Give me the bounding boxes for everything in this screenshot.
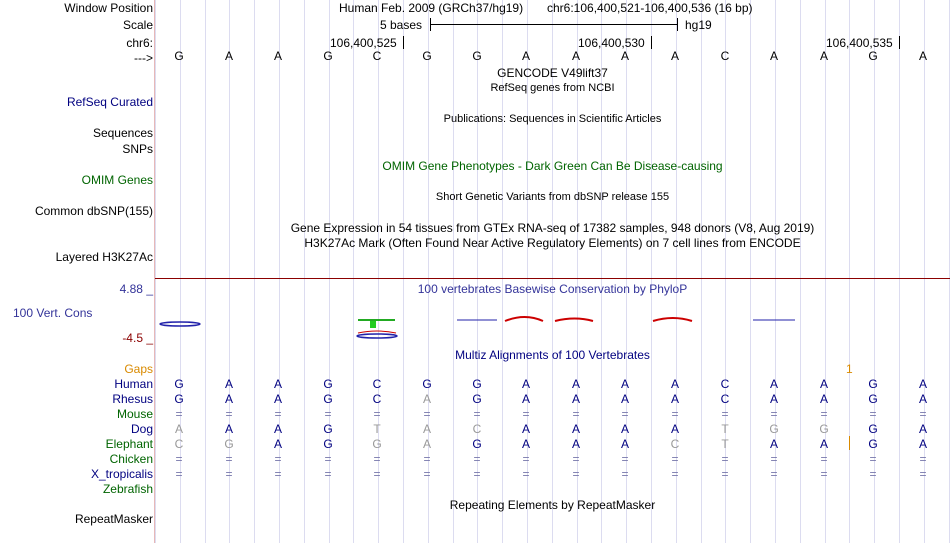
aligned-base: =: [175, 407, 183, 421]
species-label-human[interactable]: Human: [114, 377, 153, 391]
aligned-base: =: [175, 467, 183, 481]
reference-base: A: [620, 49, 629, 63]
cons-mark-red-small: [358, 331, 396, 333]
aligned-base: T: [373, 422, 381, 436]
aligned-base: A: [273, 392, 282, 406]
reference-base: A: [571, 49, 580, 63]
aligned-base: =: [225, 467, 233, 481]
species-label-rhesus[interactable]: Rhesus: [112, 392, 153, 406]
aligned-base: A: [422, 422, 431, 436]
aligned-base: A: [422, 437, 431, 451]
phylop-track-title[interactable]: 100 vertebrates Basewise Conservation by PhyloP: [417, 282, 688, 296]
aligned-base: =: [621, 407, 629, 421]
aligned-base: =: [919, 467, 927, 481]
aligned-base: C: [372, 392, 382, 406]
layered-h3k27ac-label[interactable]: Layered H3K27Ac: [55, 250, 153, 264]
aligned-base: =: [274, 467, 282, 481]
aligned-base: A: [769, 392, 778, 406]
aligned-base: =: [820, 407, 828, 421]
aligned-base: =: [324, 452, 332, 466]
aligned-base: =: [423, 452, 431, 466]
snps-label[interactable]: SNPs: [122, 142, 153, 156]
coordinate-tick-2: 106,400,530: [578, 36, 645, 50]
aligned-base: G: [868, 422, 878, 436]
aligned-base: G: [323, 392, 333, 406]
aligned-base: G: [224, 437, 234, 451]
aligned-base: A: [521, 422, 530, 436]
assembly-label: Human Feb. 2009 (GRCh37/hg19): [339, 1, 524, 15]
cons-mark-green-stem: [370, 321, 376, 328]
aligned-base: =: [373, 452, 381, 466]
reference-base: A: [918, 49, 927, 63]
coordinate-tick-1: 106,400,525: [330, 36, 397, 50]
aligned-base: =: [820, 467, 828, 481]
aligned-base: =: [423, 407, 431, 421]
aligned-base: G: [323, 422, 333, 436]
aligned-base: A: [571, 377, 580, 391]
aligned-base: C: [670, 437, 680, 451]
coordinate-tick-mark-2: [651, 36, 652, 49]
reference-base: C: [720, 49, 730, 63]
coordinate-tick-mark-3: [899, 36, 900, 49]
window-position-label: Window Position: [64, 1, 153, 15]
reference-base: A: [521, 49, 530, 63]
aligned-base: G: [472, 437, 482, 451]
conservation-min-label: -4.5 _: [122, 331, 153, 345]
aligned-base: =: [522, 407, 530, 421]
cons-blip-2: [357, 334, 397, 338]
gap-marker: 1: [846, 362, 853, 376]
scale-bar: [430, 24, 678, 25]
aligned-base: =: [869, 407, 877, 421]
aligned-base: =: [869, 467, 877, 481]
vert-cons-label[interactable]: 100 Vert. Cons: [13, 306, 93, 320]
aligned-base: A: [571, 422, 580, 436]
aligned-base: =: [225, 407, 233, 421]
aligned-base: A: [571, 437, 580, 451]
coordinate-tick-3: 106,400,535: [826, 36, 893, 50]
aligned-base: A: [273, 377, 282, 391]
aligned-base: =: [721, 467, 729, 481]
aligned-base: A: [670, 392, 679, 406]
coordinate-tick-mark-1: [403, 36, 404, 49]
reference-base: G: [174, 49, 184, 63]
aligned-base: G: [868, 377, 878, 391]
publications-track-title[interactable]: Publications: Sequences in Scientific Articles: [443, 113, 662, 125]
aligned-base: =: [274, 407, 282, 421]
aligned-base: A: [918, 377, 927, 391]
aligned-base: A: [224, 392, 233, 406]
scale-label: Scale: [122, 18, 153, 32]
common-dbsnp-label[interactable]: Common dbSNP(155): [34, 204, 153, 218]
aligned-base: =: [770, 407, 778, 421]
aligned-base: A: [819, 437, 828, 451]
aligned-base: A: [670, 422, 679, 436]
aligned-base: =: [423, 467, 431, 481]
cons-mark-green-bar: [358, 319, 395, 321]
reference-base: A: [670, 49, 679, 63]
aligned-base: A: [422, 392, 431, 406]
aligned-base: C: [720, 392, 730, 406]
conservation-max-label: 4.88 _: [119, 282, 153, 296]
aligned-base: =: [373, 467, 381, 481]
aligned-base: =: [621, 452, 629, 466]
reference-base: G: [422, 49, 432, 63]
aligned-base: G: [819, 422, 829, 436]
aligned-base: A: [521, 437, 530, 451]
aligned-base: G: [323, 437, 333, 451]
aligned-base: A: [273, 437, 282, 451]
position-readout: chr6:106,400,521-106,400,536 (16 bp): [547, 1, 753, 15]
aligned-base: G: [372, 437, 382, 451]
aligned-base: C: [174, 437, 184, 451]
aligned-base: =: [770, 467, 778, 481]
aligned-base: =: [820, 452, 828, 466]
gtex-track-title[interactable]: Gene Expression in 54 tissues from GTEx RNA-seq of 17382 samples, 948 donors (V8, Aug 2019): [290, 221, 815, 235]
aligned-base: =: [373, 407, 381, 421]
aligned-base: C: [472, 422, 482, 436]
aligned-base: G: [472, 392, 482, 406]
aligned-base: =: [522, 467, 530, 481]
aligned-base: A: [819, 377, 828, 391]
aligned-base: A: [620, 437, 629, 451]
aligned-base: A: [918, 392, 927, 406]
aligned-base: A: [819, 392, 828, 406]
chrom-label: chr6:: [126, 36, 153, 50]
reference-base: G: [472, 49, 482, 63]
cons-peak-1: [505, 317, 543, 321]
aligned-base: =: [671, 407, 679, 421]
aligned-base: A: [224, 422, 233, 436]
multiz-track-title[interactable]: Multiz Alignments of 100 Vertebrates: [455, 348, 650, 362]
aligned-base: A: [769, 437, 778, 451]
species-label-dog[interactable]: Dog: [130, 422, 153, 436]
reference-base: G: [323, 49, 333, 63]
aligned-base: A: [918, 437, 927, 451]
species-label-zebrafish[interactable]: Zebrafish: [102, 482, 153, 496]
reference-base: G: [868, 49, 878, 63]
aligned-base: T: [721, 422, 729, 436]
aligned-base: A: [769, 377, 778, 391]
aligned-base: =: [473, 407, 481, 421]
aligned-base: G: [769, 422, 779, 436]
aligned-base: A: [521, 377, 530, 391]
omim-genes-label[interactable]: OMIM Genes: [81, 173, 153, 187]
aligned-base: =: [770, 452, 778, 466]
gap-insertion-mark: [849, 436, 850, 450]
aligned-base: G: [174, 377, 184, 391]
aligned-base: G: [868, 437, 878, 451]
reference-base: A: [769, 49, 778, 63]
repeatmasker-label[interactable]: RepeatMasker: [74, 512, 153, 526]
aligned-base: A: [521, 392, 530, 406]
species-label-mouse[interactable]: Mouse: [116, 407, 153, 421]
aligned-base: =: [473, 467, 481, 481]
aligned-base: G: [323, 377, 333, 391]
aligned-base: G: [174, 392, 184, 406]
aligned-base: =: [572, 452, 580, 466]
aligned-base: A: [273, 422, 282, 436]
species-label-x_tropicalis[interactable]: X_tropicalis: [90, 467, 153, 481]
sequences-label[interactable]: Sequences: [92, 126, 153, 140]
aligned-base: G: [868, 392, 878, 406]
cons-blip-1: [160, 322, 200, 326]
aligned-base: =: [671, 467, 679, 481]
cons-peak-3: [653, 318, 692, 321]
gencode-track-title[interactable]: GENCODE V49lift37: [497, 66, 608, 80]
aligned-base: C: [372, 377, 382, 391]
db-label: hg19: [685, 18, 712, 32]
aligned-base: C: [720, 377, 730, 391]
scale-bar-left-tick: [430, 18, 431, 31]
aligned-base: =: [274, 452, 282, 466]
reference-base: A: [819, 49, 828, 63]
refseq-track-title[interactable]: RefSeq genes from NCBI: [490, 82, 615, 94]
omim-track-title[interactable]: OMIM Gene Phenotypes - Dark Green Can Be Disease-causing: [382, 159, 723, 173]
aligned-base: =: [919, 407, 927, 421]
aligned-base: =: [621, 467, 629, 481]
aligned-base: =: [919, 452, 927, 466]
h3k27ac-track-title[interactable]: H3K27Ac Mark (Often Found Near Active Regulatory Elements) on 7 cell lines from ENCODE: [304, 236, 801, 250]
aligned-base: A: [620, 422, 629, 436]
aligned-base: =: [324, 467, 332, 481]
aligned-base: =: [671, 452, 679, 466]
aligned-base: =: [175, 452, 183, 466]
aligned-base: =: [869, 452, 877, 466]
gaps-label[interactable]: Gaps: [124, 362, 153, 376]
track-divider: [155, 278, 950, 279]
species-label-elephant[interactable]: Elephant: [105, 437, 153, 451]
aligned-base: G: [422, 377, 432, 391]
repeatmasker-track-title[interactable]: Repeating Elements by RepeatMasker: [449, 498, 656, 512]
aligned-base: T: [721, 437, 729, 451]
aligned-base: A: [174, 422, 183, 436]
reference-base: A: [224, 49, 233, 63]
aligned-base: =: [572, 467, 580, 481]
aligned-base: A: [224, 377, 233, 391]
species-label-chicken[interactable]: Chicken: [109, 452, 153, 466]
aligned-base: =: [473, 452, 481, 466]
refseq-curated-label[interactable]: RefSeq Curated: [66, 95, 153, 109]
scale-bar-right-tick: [677, 18, 678, 31]
reference-base: A: [273, 49, 282, 63]
aligned-base: A: [918, 422, 927, 436]
dbsnp-track-title[interactable]: Short Genetic Variants from dbSNP release 155: [435, 191, 670, 203]
aligned-base: G: [472, 377, 482, 391]
aligned-base: =: [721, 452, 729, 466]
strand-label: --->: [134, 51, 153, 65]
aligned-base: =: [225, 452, 233, 466]
aligned-base: A: [670, 377, 679, 391]
aligned-base: A: [620, 377, 629, 391]
aligned-base: A: [620, 392, 629, 406]
aligned-base: =: [324, 407, 332, 421]
aligned-base: =: [572, 407, 580, 421]
reference-base: C: [372, 49, 382, 63]
aligned-base: A: [571, 392, 580, 406]
aligned-base: =: [522, 452, 530, 466]
aligned-base: =: [721, 407, 729, 421]
scale-text: 5 bases: [380, 18, 423, 32]
conservation-wiggle-plot: [155, 305, 950, 341]
cons-peak-2: [555, 319, 593, 322]
